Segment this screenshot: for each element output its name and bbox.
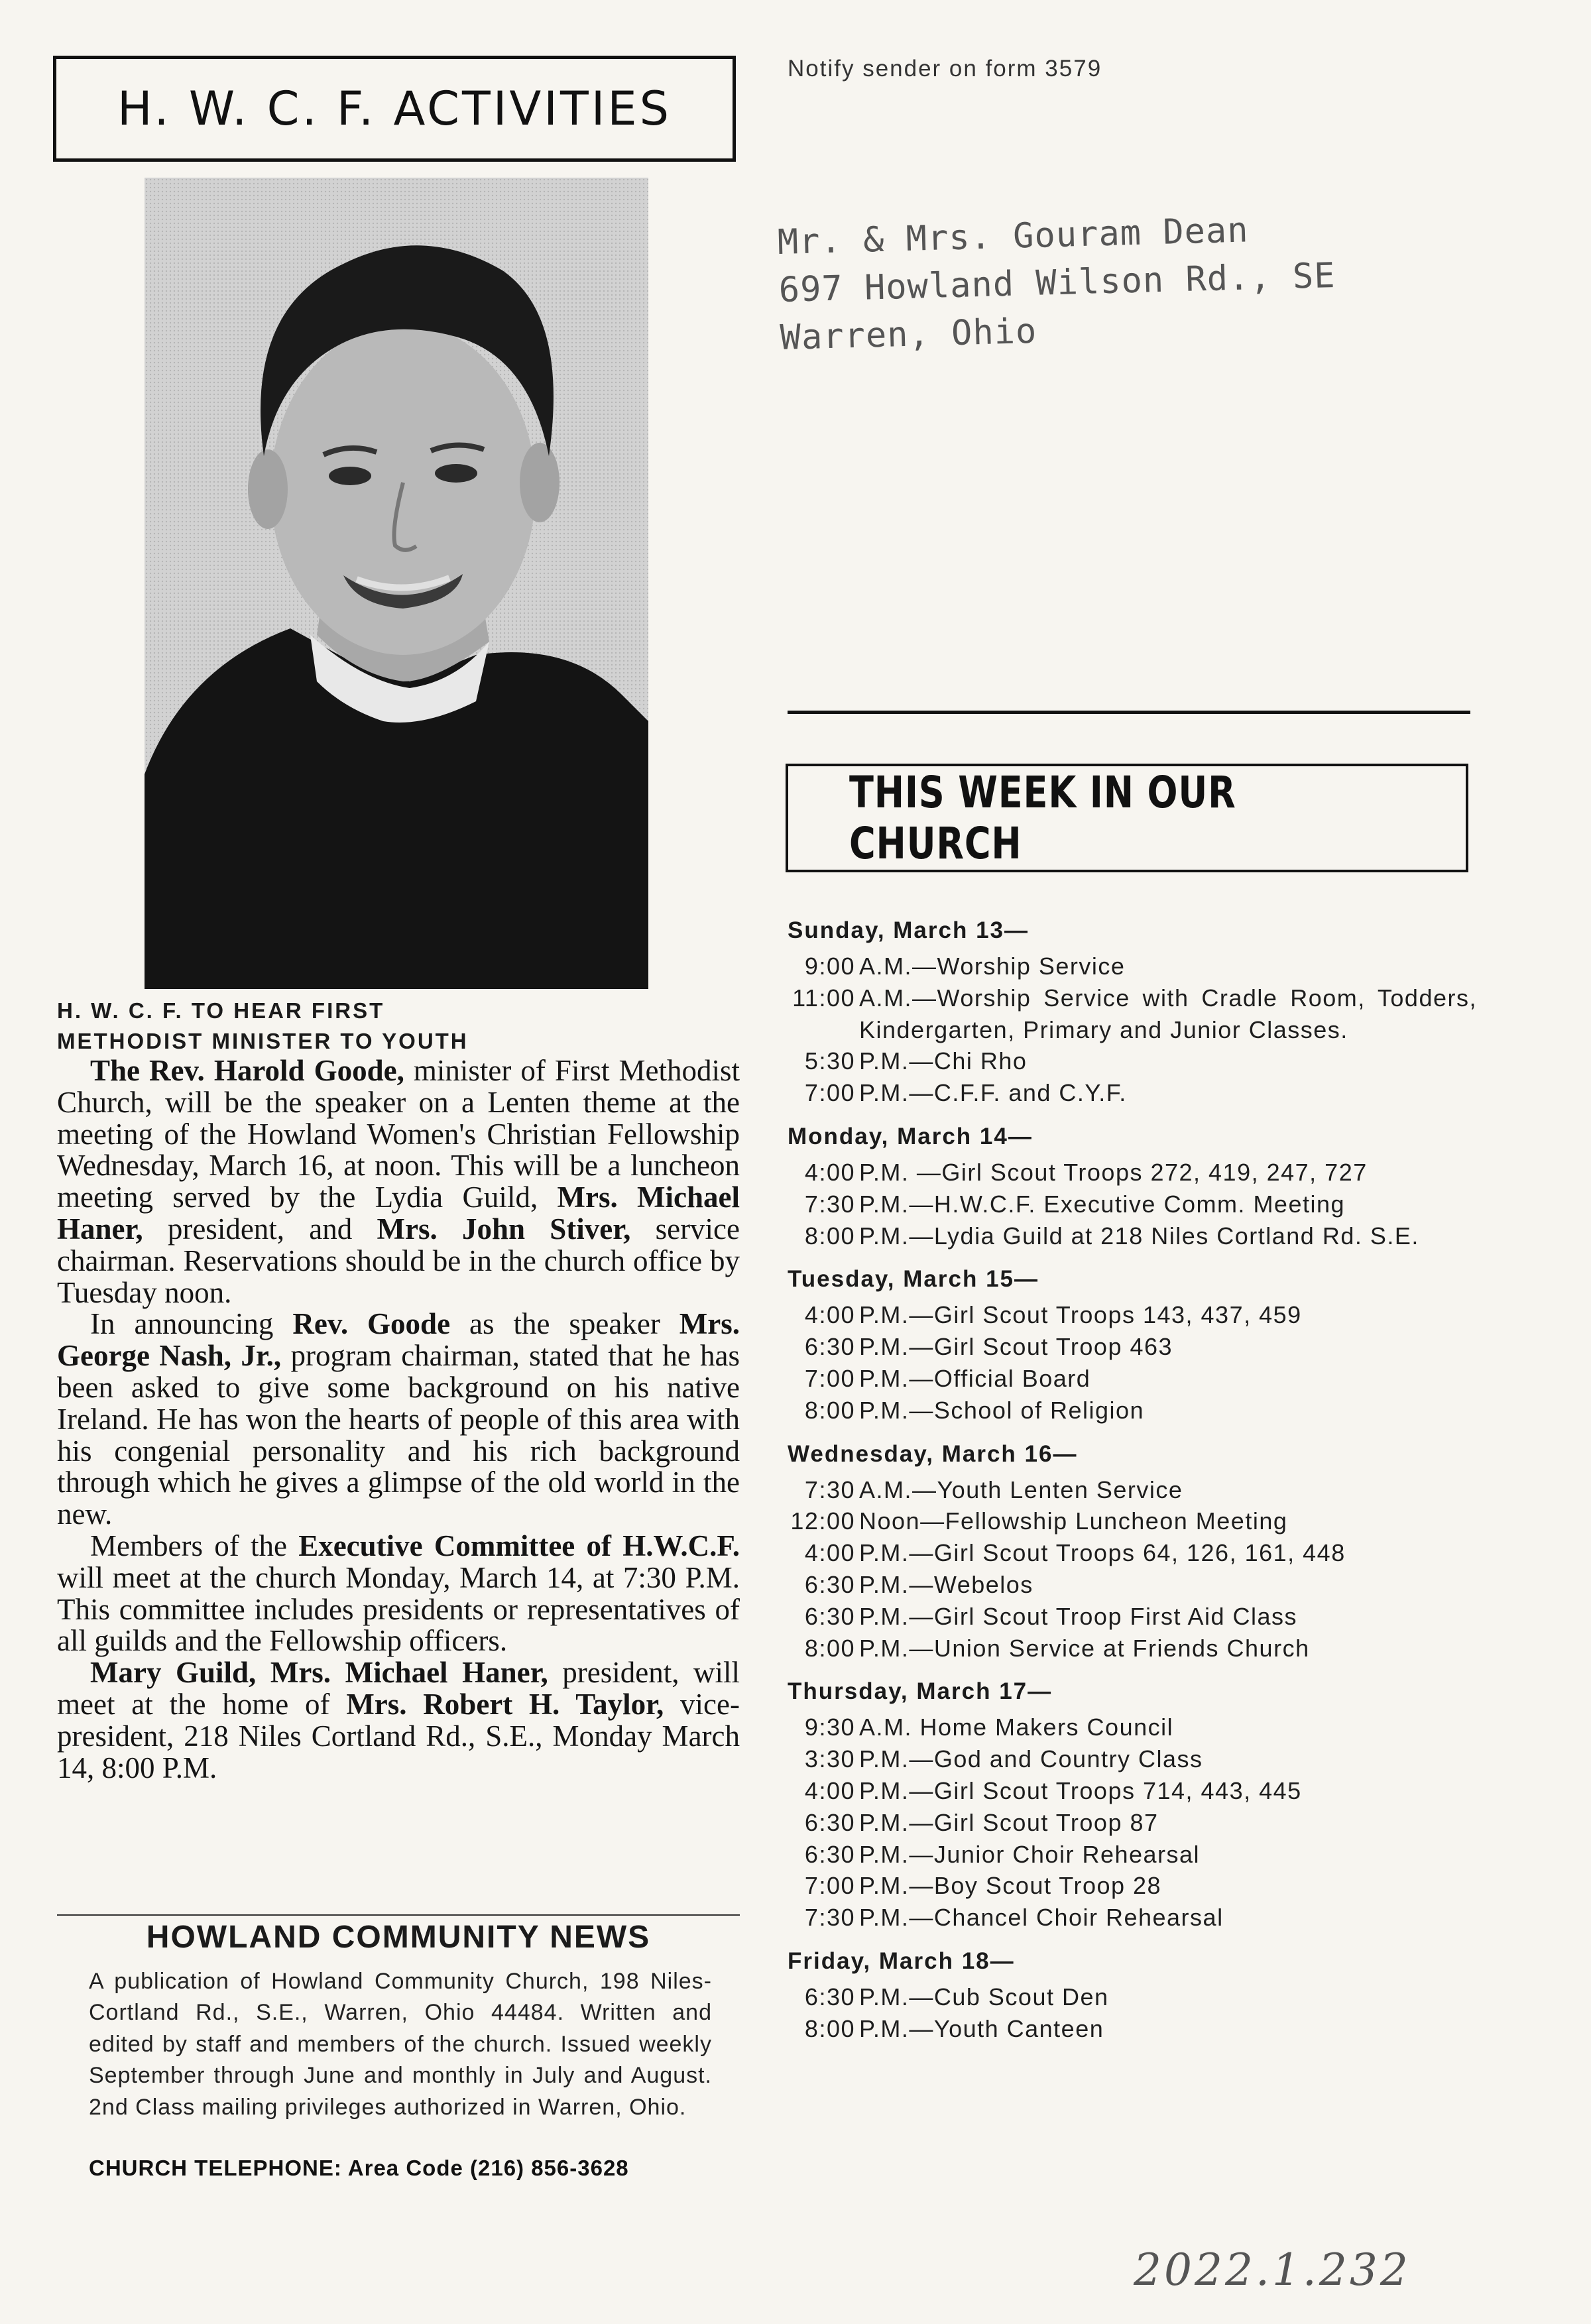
schedule-entry [788,1601,1477,1633]
entry-time: 12:00 [790,1507,855,1535]
schedule-entry [788,1981,1477,2013]
article-paragraph [57,1657,740,1784]
address-line-1: Mr. & Mrs. Gouram Dean [777,210,1250,262]
paragraph-text: program chairman, stated that he has been asked to give some background on his native Ireland. He has won the hearts of people of this area with his congenial personality and his rich background through which he gives a glimpse of the old world in the new. [57,1339,740,1531]
entry-description: P.M.—Girl Scout Troops 714, 443, 445 [859,1776,1302,1804]
entry-description: P.M.—Lydia Guild at 218 Niles Cortland Rd. S.E. [859,1222,1419,1249]
schedule-entry [788,1157,1477,1189]
entry-time: 7:00 [804,1872,855,1900]
schedule-day-title: Friday, March 18— [788,1947,1015,1974]
article-headline [57,996,746,1057]
schedule-entry [788,951,1477,982]
address-line-2: 697 Howland Wilson Rd., SE [778,255,1336,310]
mailing-address [777,204,1337,362]
notify-sender-note: Notify sender on form 3579 [788,56,1102,82]
bold-name: Mrs. George Nash, Jr., [57,1307,740,1373]
entry-description: P.M.—Union Service at Friends Church [859,1634,1310,1662]
entry-time: 6:30 [804,1983,855,2010]
entry-time: 5:30 [804,1047,855,1075]
entry-time: 4:00 [804,1776,855,1804]
entry-time: 6:30 [804,1570,855,1598]
schedule-entry [788,1299,1477,1331]
entry-time: 7:30 [804,1904,855,1932]
entry-description: P.M.—Girl Scout Troop 87 [859,1808,1159,1836]
entry-description: P.M.—Chancel Choir Rehearsal [859,1904,1224,1932]
entry-description: P.M.—Youth Canteen [859,2014,1104,2042]
schedule-entry [788,1077,1477,1109]
entry-description: P.M.—Official Board [859,1364,1091,1392]
schedule-day-title: Monday, March 14— [788,1123,1033,1149]
entry-time: 7:30 [804,1476,855,1503]
paragraph-text: will meet at the church Monday, March 14, at 7:30 P.M. This committee includes presidents or representatives of all guilds and the Fellowship officers. [57,1560,740,1658]
schedule-entry [788,1363,1477,1395]
schedule-day [788,915,1477,1109]
bold-name: The Rev. Harold Goode, [90,1054,404,1087]
entry-time: 9:30 [804,1714,855,1741]
article-paragraph [57,1055,740,1308]
entry-description: P.M.—Girl Scout Troop First Aid Class [859,1602,1298,1630]
news-title: HOWLAND COMMUNITY NEWS [146,1920,651,1955]
schedule-entry [788,1807,1477,1839]
schedule-entry [788,1474,1477,1506]
church-telephone: CHURCH TELEPHONE: Area Code (216) 856-3628 [89,2156,629,2180]
schedule-entry [788,1870,1477,1902]
entry-description: P.M.—Cub Scout Den [859,1983,1109,2010]
bold-name: Executive Committee of H.W.C.F. [298,1529,740,1562]
weekly-schedule [788,915,1477,2057]
schedule-entry [788,1505,1477,1537]
schedule-entry [788,1839,1477,1871]
schedule-entry [788,1569,1477,1601]
entry-time: 6:30 [804,1840,855,1868]
divider-rule [788,711,1470,714]
catalog-number-handwritten: 2022.1.232 [1134,2244,1411,2295]
schedule-day-title: Wednesday, March 16— [788,1440,1078,1467]
schedule-day-title: Sunday, March 13— [788,917,1030,943]
paragraph-text: as the speaker [450,1307,679,1341]
schedule-entry [788,1331,1477,1363]
paragraph-text: Members of the [90,1529,299,1562]
entry-time: 7:30 [804,1190,855,1218]
paragraph-text: minister of First Methodist Church, will be the speaker on a Lenten theme at the meeting of the Howland Women's Christian Fellowship Wednesday, March 16, at noon. This will be a luncheon meeting served by the Lydia Guild, [57,1054,740,1214]
entry-time: 3:30 [804,1745,855,1773]
address-line-3: Warren, Ohio [779,311,1038,358]
article-paragraph [57,1531,740,1657]
entry-time: 6:30 [804,1808,855,1836]
schedule-entry [788,1902,1477,1934]
masthead-box [53,56,736,162]
bold-name: Mary Guild, Mrs. Michael Haner, [90,1656,548,1690]
entry-time: 4:00 [804,1539,855,1567]
entry-time: 6:30 [804,1602,855,1630]
schedule-entry [788,1045,1477,1077]
schedule-day [788,1438,1477,1664]
article-headline-line-1: H. W. C. F. TO HEAR FIRST [57,998,385,1023]
schedule-day-title: Tuesday, March 15— [788,1266,1039,1293]
schedule-entry [788,1633,1477,1664]
schedule-entry [788,1775,1477,1807]
bold-name: Rev. Goode [292,1307,451,1341]
entry-time: 8:00 [804,1396,855,1424]
entry-description: Noon—Fellowship Luncheon Meeting [859,1507,1288,1535]
entry-description: P.M.—H.W.C.F. Executive Comm. Meeting [859,1190,1346,1218]
entry-time: 11:00 [792,984,855,1012]
entry-description: P.M. —Girl Scout Troops 272, 419, 247, 727 [859,1158,1368,1186]
schedule-entry [788,982,1477,1046]
bold-name: Mrs. John Stiver, [377,1212,631,1246]
entry-description: P.M.—God and Country Class [859,1745,1203,1773]
paragraph-text: president, and [143,1212,377,1246]
entry-description: A.M.—Worship Service [859,953,1126,980]
schedule-entry [788,1189,1477,1220]
entry-description: P.M.—Boy Scout Troop 28 [859,1872,1162,1900]
entry-description: P.M.—Chi Rho [859,1047,1028,1075]
bold-name: Mrs. Michael Haner, [57,1181,740,1246]
entry-description: P.M.—Girl Scout Troop 463 [859,1333,1173,1361]
schedule-entry [788,1743,1477,1775]
paragraph-text: vice-president, 218 Niles Cortland Rd., S.E., Monday March 14, 8:00 P.M. [57,1687,740,1784]
this-week-title: THIS WEEK IN OUR CHURCH [849,767,1236,869]
article-paragraph [57,1308,740,1531]
portrait-illustration [145,178,648,989]
entry-time: 7:00 [804,1079,855,1107]
entry-description: P.M.—Junior Choir Rehearsal [859,1840,1201,1868]
schedule-entry [788,1537,1477,1569]
entry-time: 4:00 [804,1158,855,1186]
entry-time: 8:00 [804,2014,855,2042]
schedule-entry [788,1395,1477,1426]
entry-description: P.M.—C.F.F. and C.Y.F. [859,1079,1127,1107]
schedule-entry [788,1220,1477,1252]
entry-time: 9:00 [804,953,855,980]
entry-description: A.M. Home Makers Council [859,1714,1174,1741]
masthead-title: H. W. C. F. ACTIVITIES [117,82,672,136]
entry-description: P.M.—Girl Scout Troops 143, 437, 459 [859,1301,1302,1329]
schedule-day [788,1946,1477,2045]
schedule-day [788,1121,1477,1251]
schedule-entry [788,1712,1477,1743]
schedule-day [788,1263,1477,1426]
this-week-header-box [786,764,1468,872]
entry-time: 7:00 [804,1364,855,1392]
bold-name: Mrs. Robert H. Taylor, [346,1687,664,1721]
entry-description: P.M.—Webelos [859,1570,1033,1598]
entry-description: P.M.—Girl Scout Troops 64, 126, 161, 448 [859,1539,1346,1567]
schedule-entry [788,2013,1477,2045]
news-publication-info: A publication of Howland Community Church, 198 Niles-Cortland Rd., S.E., Warren, Ohio 44484. Written and edited by staff and members of the church. Issued weekly September through June and monthly in July and August. 2nd Class mailing privileges authorized in Warren, Ohio. [89,1969,712,2120]
news-divider [57,1914,740,1916]
schedule-day [788,1676,1477,1934]
entry-description: A.M.—Youth Lenten Service [859,1476,1183,1503]
article-headline-line-2: METHODIST MINISTER TO YOUTH [57,1029,469,1053]
entry-time: 8:00 [804,1222,855,1249]
entry-time: 6:30 [804,1333,855,1361]
entry-time: 8:00 [804,1634,855,1662]
paragraph-text: service chairman. Reservations should be in the church office by Tuesday noon. [57,1212,740,1309]
entry-description: A.M.—Worship Service with Cradle Room, Todders, Kindergarten, Primary and Junior Classes. [859,984,1477,1043]
schedule-day-title: Thursday, March 17— [788,1678,1053,1705]
entry-description: P.M.—School of Religion [859,1396,1145,1424]
paragraph-text: president, will meet at the home of [57,1656,740,1721]
article-body [57,1055,740,1784]
minister-portrait-photo [145,178,648,989]
paragraph-text: In announcing [90,1307,293,1341]
entry-time: 4:00 [804,1301,855,1329]
